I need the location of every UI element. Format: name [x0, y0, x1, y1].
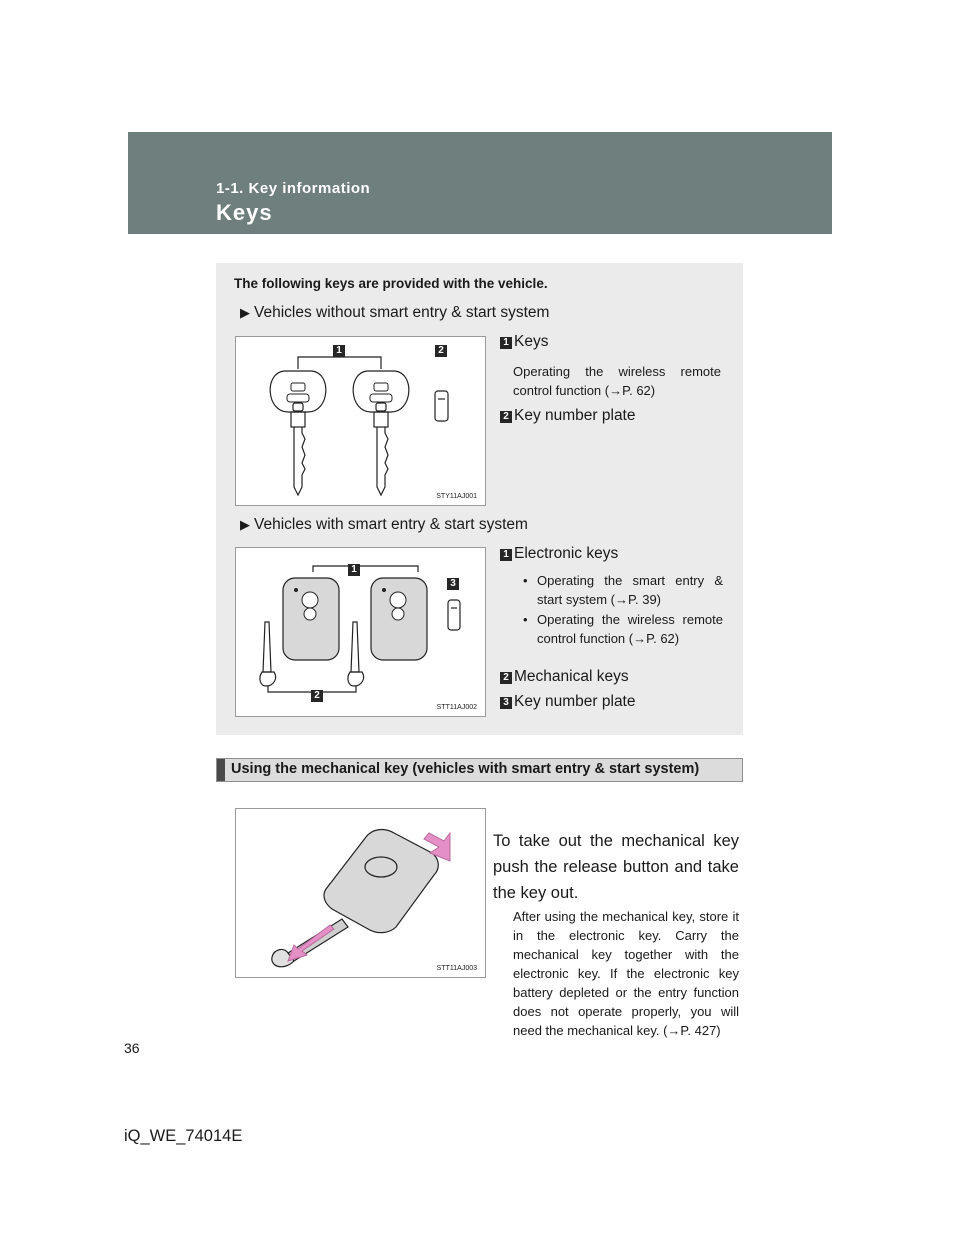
- item-key-number-plate: 3 Key number plate: [500, 693, 636, 711]
- item-electronic-keys: 1 Electronic keys: [500, 545, 618, 563]
- figure-standard-keys: [235, 336, 486, 506]
- variant-without-heading: ▶ Vehicles without smart entry & start system: [240, 304, 550, 321]
- bullet-item: • Operating the wireless remote control function (→P. 62): [513, 610, 723, 648]
- callout-1: 1: [333, 345, 345, 357]
- intro-text: The following keys are provided with the vehicle.: [234, 276, 548, 291]
- page-number: 36: [124, 1040, 140, 1056]
- instruction-text: To take out the mechanical key push the release button and take the key out.: [493, 832, 739, 902]
- standard-keys-illustration: [236, 337, 485, 505]
- item-keys: 1 Keys: [500, 333, 548, 351]
- figure-code: STY11AJ001: [436, 493, 477, 500]
- subsection-title: Using the mechanical key (vehicles with smart entry & start system): [231, 761, 700, 777]
- heading-accent: [217, 759, 225, 781]
- bullet-item: • Operating the smart entry & start system (→P. 39): [513, 571, 723, 609]
- smart-keys-illustration: [236, 548, 485, 716]
- callout-2: 2: [435, 345, 447, 357]
- callout-1: 1: [348, 564, 360, 576]
- subsection-heading: [216, 758, 743, 782]
- mechanical-key-illustration: [236, 809, 485, 977]
- figure-mechanical-key: [235, 808, 486, 978]
- note-text: After using the mechanical key, store it in the electronic key. Carry the mechanical key together with the electronic key. If the electronic key battery depleted or the entry function does not operate properly, you will need the mechanical key. (→P. 427): [513, 909, 739, 1038]
- figure-smart-keys: [235, 547, 486, 717]
- item-keys-description: Operating the wireless remote control function (→P. 62): [513, 364, 721, 398]
- variant-with-heading: ▶ Vehicles with smart entry & start system: [240, 516, 528, 533]
- page-title: Keys: [216, 200, 273, 225]
- document-code: iQ_WE_74014E: [124, 1127, 243, 1145]
- electronic-keys-bullets: [513, 571, 723, 649]
- callout-3: 3: [447, 578, 459, 590]
- figure-code: STT11AJ002: [436, 704, 477, 711]
- triangle-bullet-icon: ▶: [240, 517, 250, 532]
- callout-2: 2: [311, 690, 323, 702]
- item-mechanical-keys: 2 Mechanical keys: [500, 668, 629, 686]
- section-label: 1-1. Key information: [216, 180, 371, 197]
- item-key-number-plate: 2 Key number plate: [500, 407, 636, 425]
- triangle-bullet-icon: ▶: [240, 305, 250, 320]
- figure-code: STT11AJ003: [436, 965, 477, 972]
